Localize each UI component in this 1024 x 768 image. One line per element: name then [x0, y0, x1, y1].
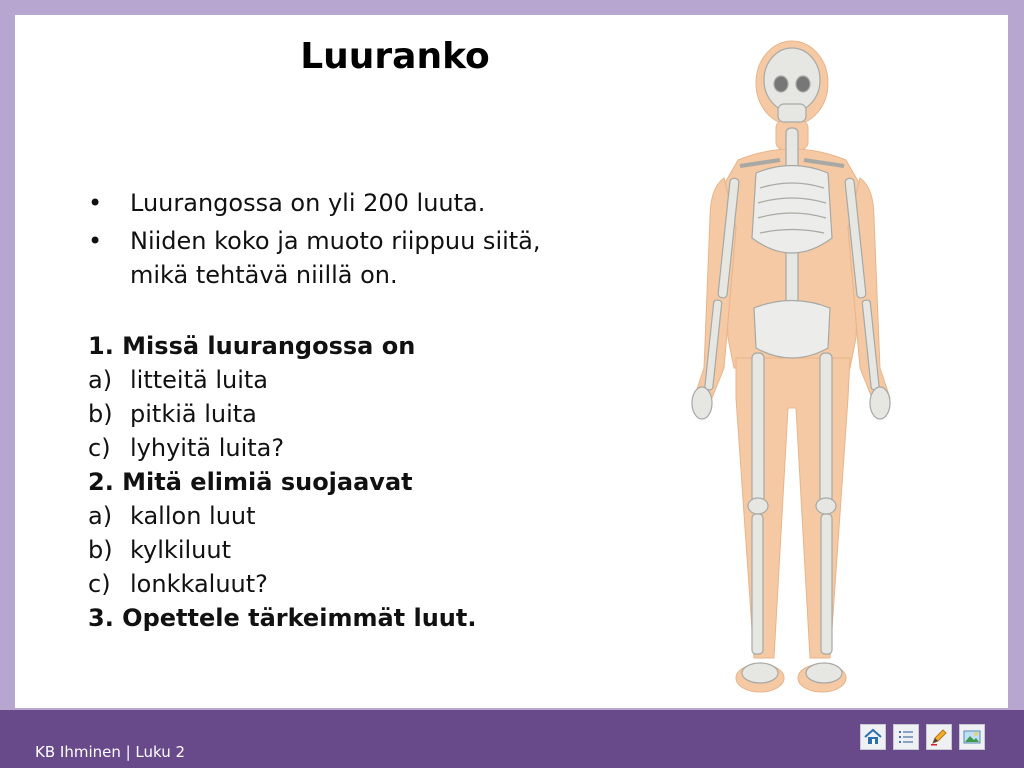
bullet-marker: •	[88, 227, 103, 255]
pelvis	[754, 301, 830, 359]
bullet-marker: •	[88, 189, 103, 217]
item-letter: c)	[88, 434, 111, 462]
question-item	[88, 397, 476, 431]
footer-text: KB Ihminen | Luku 2	[35, 743, 186, 761]
item-text: litteitä luita	[130, 366, 268, 394]
footer-toolbar	[860, 724, 985, 750]
question-item	[88, 533, 476, 567]
home-icon	[863, 727, 883, 747]
bullet-list	[88, 186, 550, 296]
item-text: kylkiluut	[130, 536, 231, 564]
item-letter: a)	[88, 366, 113, 394]
item-text: lonkkaluut?	[130, 570, 268, 598]
question-item	[88, 567, 476, 601]
pencil-icon	[929, 727, 949, 747]
question-heading: 3. Opettele tärkeimmät luut.	[88, 604, 477, 632]
question-heading: 1. Missä luurangossa on	[88, 332, 416, 360]
bullet-text: Niiden koko ja muoto riippuu siitä, mikä tehtävä niillä on.	[130, 227, 541, 289]
skeleton-illustration	[680, 38, 920, 708]
list-icon	[896, 727, 916, 747]
list-button[interactable]	[893, 724, 919, 750]
item-letter: b)	[88, 400, 113, 428]
item-letter: c)	[88, 570, 111, 598]
bullet-item	[88, 186, 550, 220]
item-letter: a)	[88, 502, 113, 530]
item-text: kallon luut	[130, 502, 256, 530]
item-text: lyhyitä luita?	[130, 434, 285, 462]
home-button[interactable]	[860, 724, 886, 750]
ribcage	[752, 166, 832, 254]
item-text: pitkiä luita	[130, 400, 257, 428]
question-item	[88, 363, 476, 397]
question-item	[88, 499, 476, 533]
question-item	[88, 431, 476, 465]
question-heading: 2. Mitä elimiä suojaavat	[88, 468, 413, 496]
bullet-item	[88, 224, 550, 292]
picture-button[interactable]	[959, 724, 985, 750]
skull	[764, 48, 820, 112]
question-list	[88, 329, 476, 635]
bullet-text: Luurangossa on yli 200 luuta.	[130, 189, 486, 217]
item-letter: b)	[88, 536, 113, 564]
pencil-button[interactable]	[926, 724, 952, 750]
slide-title: Luuranko	[300, 36, 490, 77]
picture-icon	[962, 727, 982, 747]
